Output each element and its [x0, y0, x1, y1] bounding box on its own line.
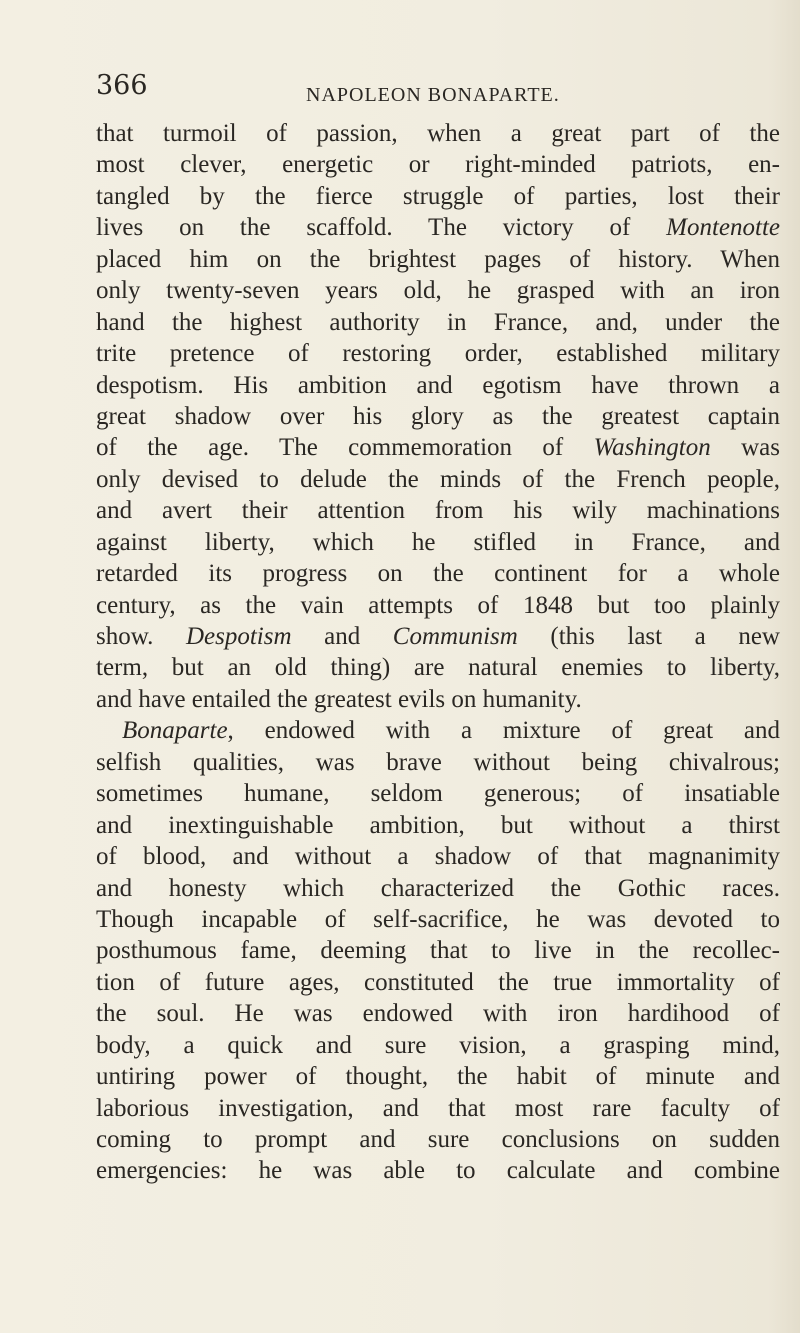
- text-line: [96, 1124, 780, 1155]
- text-line: [96, 275, 780, 306]
- text-line: [96, 244, 780, 275]
- text-line: [96, 1030, 780, 1061]
- italic-text: Despotism: [185, 623, 292, 650]
- text-segment: show.: [96, 623, 186, 650]
- text-line: [96, 464, 780, 495]
- text-segment: hand the highest authority in France, and, under the: [96, 308, 780, 336]
- text-line: [96, 621, 780, 652]
- text-line: [96, 118, 780, 149]
- text-segment: tangled by the fierce struggle of parties, lost their: [96, 182, 780, 210]
- text-segment: (this last a new: [517, 623, 780, 650]
- text-segment: laborious investigation, and that most rare faculty of: [96, 1094, 780, 1122]
- running-head: NAPOLEON BONAPARTE.: [306, 84, 560, 106]
- text-line: [96, 935, 780, 966]
- text-segment: century, as the vain attempts of 1848 but too plainly: [96, 591, 780, 619]
- text-segment: and inextinguishable ambition, but without a thirst: [96, 811, 780, 839]
- text-segment: despotism. His ambition and egotism have thrown a: [96, 371, 780, 399]
- text-segment: and: [291, 623, 393, 650]
- text-segment: lives on the scaffold. The victory of: [96, 214, 667, 242]
- text-line: [96, 967, 780, 998]
- text-line: [96, 558, 780, 589]
- text-line: [96, 590, 780, 621]
- text-segment: and have entailed the greatest evils on humanity.: [96, 685, 582, 713]
- text-segment: body, a quick and sure vision, a grasping mind,: [96, 1031, 780, 1059]
- text-line: [96, 432, 780, 463]
- text-line: [96, 338, 780, 369]
- text-segment: only devised to delude the minds of the French people,: [96, 465, 780, 493]
- text-line: [96, 747, 780, 778]
- text-segment: of blood, and without a shadow of that magnanimity: [96, 843, 780, 871]
- text-segment: against liberty, which he stifled in France, and: [96, 528, 780, 556]
- text-line: [96, 370, 780, 401]
- text-line: [96, 904, 780, 935]
- page-header: [96, 70, 756, 110]
- text-line: [96, 841, 780, 872]
- text-line: [96, 684, 780, 715]
- text-segment: and honesty which characterized the Gothic races.: [96, 874, 780, 902]
- text-line: [96, 778, 780, 809]
- text-line: [96, 527, 780, 558]
- italic-text: Communism: [392, 623, 518, 650]
- text-segment: , endowed with a mixture of great and: [227, 717, 780, 745]
- italic-text: Bonaparte: [122, 717, 228, 745]
- page-number: 366: [96, 70, 148, 101]
- text-segment: was: [710, 434, 780, 462]
- text-segment: of the age. The commemoration of: [96, 434, 594, 462]
- text-segment: selfish qualities, was brave without being chivalrous;: [96, 748, 780, 776]
- text-segment: the soul. He was endowed with iron hardihood of: [96, 1000, 780, 1028]
- text-segment: and avert their attention from his wily machinations: [96, 497, 780, 525]
- text-segment: retarded its progress on the continent for a whole: [96, 560, 780, 588]
- text-line: [96, 652, 780, 683]
- text-line: [96, 149, 780, 180]
- text-line: [96, 1061, 780, 1092]
- text-line: [96, 212, 780, 243]
- text-segment: sometimes humane, seldom generous; of insatiable: [96, 780, 780, 808]
- text-line: [96, 1093, 780, 1124]
- text-line: [96, 873, 780, 904]
- text-line: [96, 1155, 780, 1186]
- text-line: [96, 998, 780, 1029]
- body-text: [96, 118, 780, 1187]
- italic-text: Washington: [593, 434, 711, 462]
- text-line: [96, 495, 780, 526]
- text-segment: emergencies: he was able to calculate and combine: [96, 1157, 780, 1185]
- text-segment: posthumous fame, deeming that to live in the recollec-: [96, 937, 780, 965]
- text-line: [96, 715, 780, 746]
- text-segment: coming to prompt and sure conclusions on sudden: [96, 1126, 780, 1153]
- text-line: [96, 810, 780, 841]
- text-line: [96, 307, 780, 338]
- text-segment: only twenty-seven years old, he grasped with an iron: [96, 277, 780, 305]
- text-segment: untiring power of thought, the habit of minute and: [96, 1063, 780, 1091]
- text-segment: tion of future ages, constituted the true immortality of: [96, 968, 780, 996]
- text-segment: placed him on the brightest pages of history. When: [96, 245, 780, 273]
- text-segment: great shadow over his glory as the greatest captain: [96, 402, 780, 430]
- text-line: [96, 401, 780, 432]
- text-segment: most clever, energetic or right-minded patriots, en-: [96, 151, 780, 179]
- text-segment: trite pretence of restoring order, established military: [96, 340, 780, 368]
- text-segment: Though incapable of self-sacrifice, he was devoted to: [96, 905, 780, 933]
- text-line: [96, 181, 780, 212]
- italic-text: Montenotte: [666, 214, 780, 242]
- text-segment: that turmoil of passion, when a great part of the: [96, 120, 780, 147]
- text-segment: term, but an old thing) are natural enemies to liberty,: [96, 654, 780, 682]
